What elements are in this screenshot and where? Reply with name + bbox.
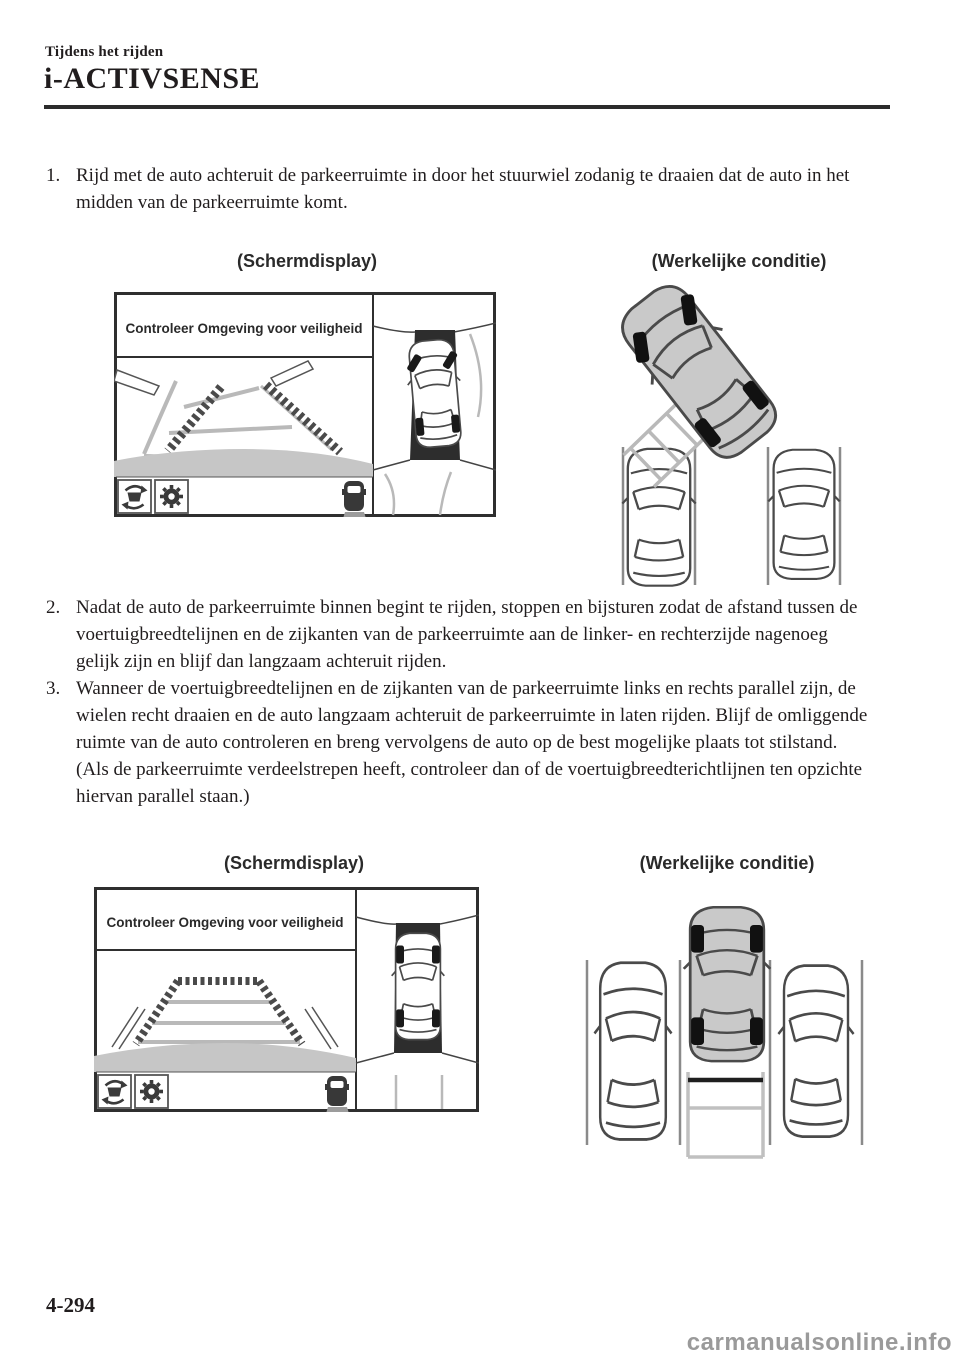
page-number: 4-294 <box>46 1293 95 1317</box>
step-number: 2. <box>46 597 61 618</box>
watermark: carmanualsonline.info <box>686 1329 952 1356</box>
instruction-list-part2 <box>46 594 870 810</box>
parked-car-left <box>622 449 695 586</box>
step-number: 3. <box>46 678 61 699</box>
list-item <box>46 675 870 810</box>
display-warning-message: Controleer Omgeving voor veiligheid <box>106 915 344 930</box>
own-car-centered <box>684 907 770 1061</box>
breadcrumb-section-label: Tijdens het rijden <box>45 44 164 60</box>
screen-display-label: (Schermdisplay) <box>236 251 378 271</box>
own-car-angled <box>608 275 789 470</box>
title-divider <box>44 105 890 109</box>
parked-car-right <box>768 450 839 579</box>
list-item <box>46 594 870 675</box>
step-text: Wanneer de voertuigbreedtelijnen en de zijkanten van de parkeerruimte links en rechts parallel zijn, de wielen recht draaien en de auto langzaam achteruit de parkeerruimte in laten rijden. Blijf de omliggende ruimte van de auto controleren en breng vervolgens de auto op de best mogelijke plaats tot stilstand. (Als de parkeerruimte verdeelstrepen heeft, controleer dan of de voertuigbreedterichtlijnen ten opzichte hiervan parallel staan.) <box>76 678 868 807</box>
display-warning-message: Controleer Omgeving voor veiligheid <box>125 321 363 336</box>
instruction-list-part1 <box>46 162 870 216</box>
actual-condition-drawing <box>595 275 855 588</box>
actual-condition-label: (Werkelijke conditie) <box>639 853 815 873</box>
page-title: i-ACTIVSENSE <box>44 62 261 95</box>
gear-icon <box>140 1080 163 1103</box>
actual-condition-drawing <box>580 900 875 1162</box>
actual-condition-label: (Werkelijke conditie) <box>651 251 827 271</box>
step-number: 1. <box>46 165 61 186</box>
figure-reverse-into-space <box>111 241 852 589</box>
camera-display-panel <box>94 887 479 1112</box>
parked-car-left <box>594 963 671 1140</box>
figure-aligned-in-space <box>91 835 914 1163</box>
step-text: Rijd met de auto achteruit de parkeerruimte in door het stuurwiel zodanig te draaien dat de auto in het midden van de parkeerruimte komt. <box>76 165 850 213</box>
parked-car-right <box>778 966 853 1137</box>
gear-icon <box>160 485 183 508</box>
parking-guidelines <box>688 1072 763 1157</box>
step-text: Nadat de auto de parkeerruimte binnen begint te rijden, stoppen en bijsturen zodat de afstand tussen de voertuigbreedtelijnen en de zijkanten van de parkeerruimte aan de linker- en rechterzijde nagenoeg gelijk zijn en blijf dan langzaam achteruit rijden. <box>76 597 858 672</box>
camera-display-panel <box>114 292 496 517</box>
list-item <box>46 162 870 216</box>
own-car-top-view <box>392 933 445 1039</box>
screen-display-label: (Schermdisplay) <box>223 853 365 873</box>
